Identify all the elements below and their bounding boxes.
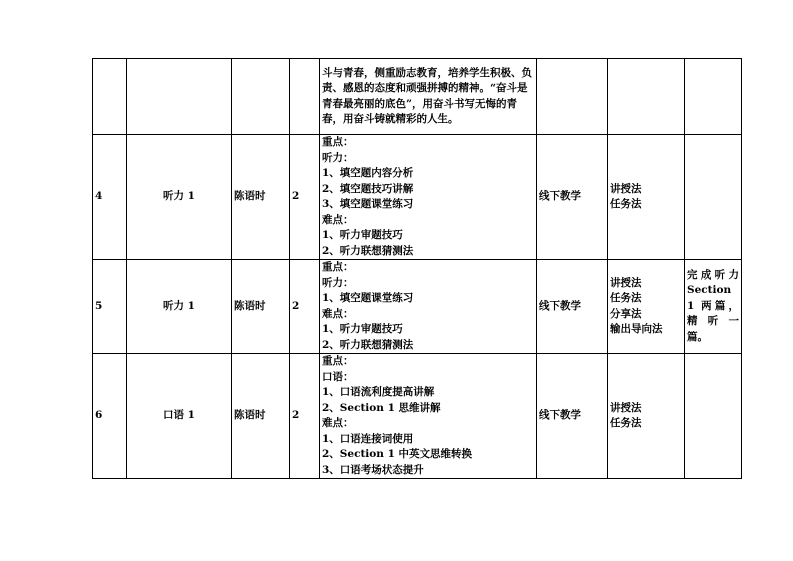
content-line: 2、Section 1 思维讲解 xyxy=(322,401,441,414)
content-line: 难点： xyxy=(322,307,354,320)
homework xyxy=(685,135,742,260)
content-line: 难点： xyxy=(322,417,354,429)
content-line: 2、填空题技巧讲解 xyxy=(322,182,414,195)
content-line: 1、听力审题技巧 xyxy=(322,229,403,241)
teaching-mode: 线下教学 xyxy=(537,135,608,260)
teacher: 陈语时 xyxy=(232,135,290,260)
topic xyxy=(127,59,232,135)
teaching-mode xyxy=(537,59,608,135)
method-cell xyxy=(608,260,685,354)
hours: 2 xyxy=(290,260,320,354)
content-line: 2、听力联想猜测法 xyxy=(322,244,414,257)
hours: 2 xyxy=(290,354,320,479)
content-line: 重点： xyxy=(322,136,354,148)
content-cell xyxy=(320,135,537,260)
content-line: 3、口语考场状态提升 xyxy=(322,463,424,476)
table-row xyxy=(93,135,742,260)
teacher: 陈语时 xyxy=(232,260,290,354)
teacher: 陈语时 xyxy=(232,354,290,479)
method-item: 输出导向法 xyxy=(610,323,663,335)
teaching-mode: 线下教学 xyxy=(537,354,608,479)
hours xyxy=(290,59,320,135)
topic: 听力 1 xyxy=(127,135,232,260)
content-line: 2、Section 1 中英文思维转换 xyxy=(322,448,473,460)
homework xyxy=(685,354,742,479)
method-item: 任务法 xyxy=(610,198,642,210)
session-number: 5 xyxy=(93,260,127,354)
session-number: 4 xyxy=(93,135,127,260)
method-cell xyxy=(608,135,685,260)
session-number: 6 xyxy=(93,354,127,479)
content-line: 口语： xyxy=(322,370,354,383)
session-number xyxy=(93,59,127,135)
topic: 口语 1 xyxy=(127,354,232,479)
content-line: 难点： xyxy=(322,213,354,226)
method-item: 任务法 xyxy=(610,292,642,304)
content-line: 1、口语流利度提高讲解 xyxy=(322,386,435,398)
hours: 2 xyxy=(290,135,320,260)
method-item: 分享法 xyxy=(610,307,642,320)
content-line: 听力： xyxy=(322,151,354,164)
content-cell xyxy=(320,59,537,135)
table-row xyxy=(93,260,742,354)
topic: 听力 1 xyxy=(127,260,232,354)
content-line: 听力： xyxy=(322,276,354,289)
content-cell xyxy=(320,260,537,354)
content-line: 3、填空题课堂练习 xyxy=(322,198,414,210)
homework: 完成听力 Section 1 两篇，精听一篇。 xyxy=(685,260,742,354)
teacher xyxy=(232,59,290,135)
content-line: 1、填空题内容分析 xyxy=(322,167,414,179)
content-text: 斗与青春，侧重励志教育，培养学生积极、负责、感恩的态度和顽强拼搏的精神。“奋斗是青春最亮丽的底色”，用奋斗书写无悔的青春，用奋斗铸就精彩的人生。 xyxy=(322,66,532,125)
method-item: 讲授法 xyxy=(610,182,642,195)
method-item: 任务法 xyxy=(610,417,642,429)
content-cell xyxy=(320,354,537,479)
content-line: 重点： xyxy=(322,355,354,367)
content-line: 1、填空题课堂练习 xyxy=(322,292,414,304)
method-item: 讲授法 xyxy=(610,276,642,289)
method-cell xyxy=(608,354,685,479)
method-item: 讲授法 xyxy=(610,401,642,414)
homework xyxy=(685,59,742,135)
content-line: 2、听力联想猜测法 xyxy=(322,338,414,351)
table-row xyxy=(93,59,742,135)
teaching-mode: 线下教学 xyxy=(537,260,608,354)
content-line: 1、听力审题技巧 xyxy=(322,323,403,335)
table-row xyxy=(93,354,742,479)
syllabus-table xyxy=(92,58,742,479)
method-cell xyxy=(608,59,685,135)
content-line: 重点： xyxy=(322,261,354,273)
content-line: 1、口语连接词使用 xyxy=(322,432,414,445)
